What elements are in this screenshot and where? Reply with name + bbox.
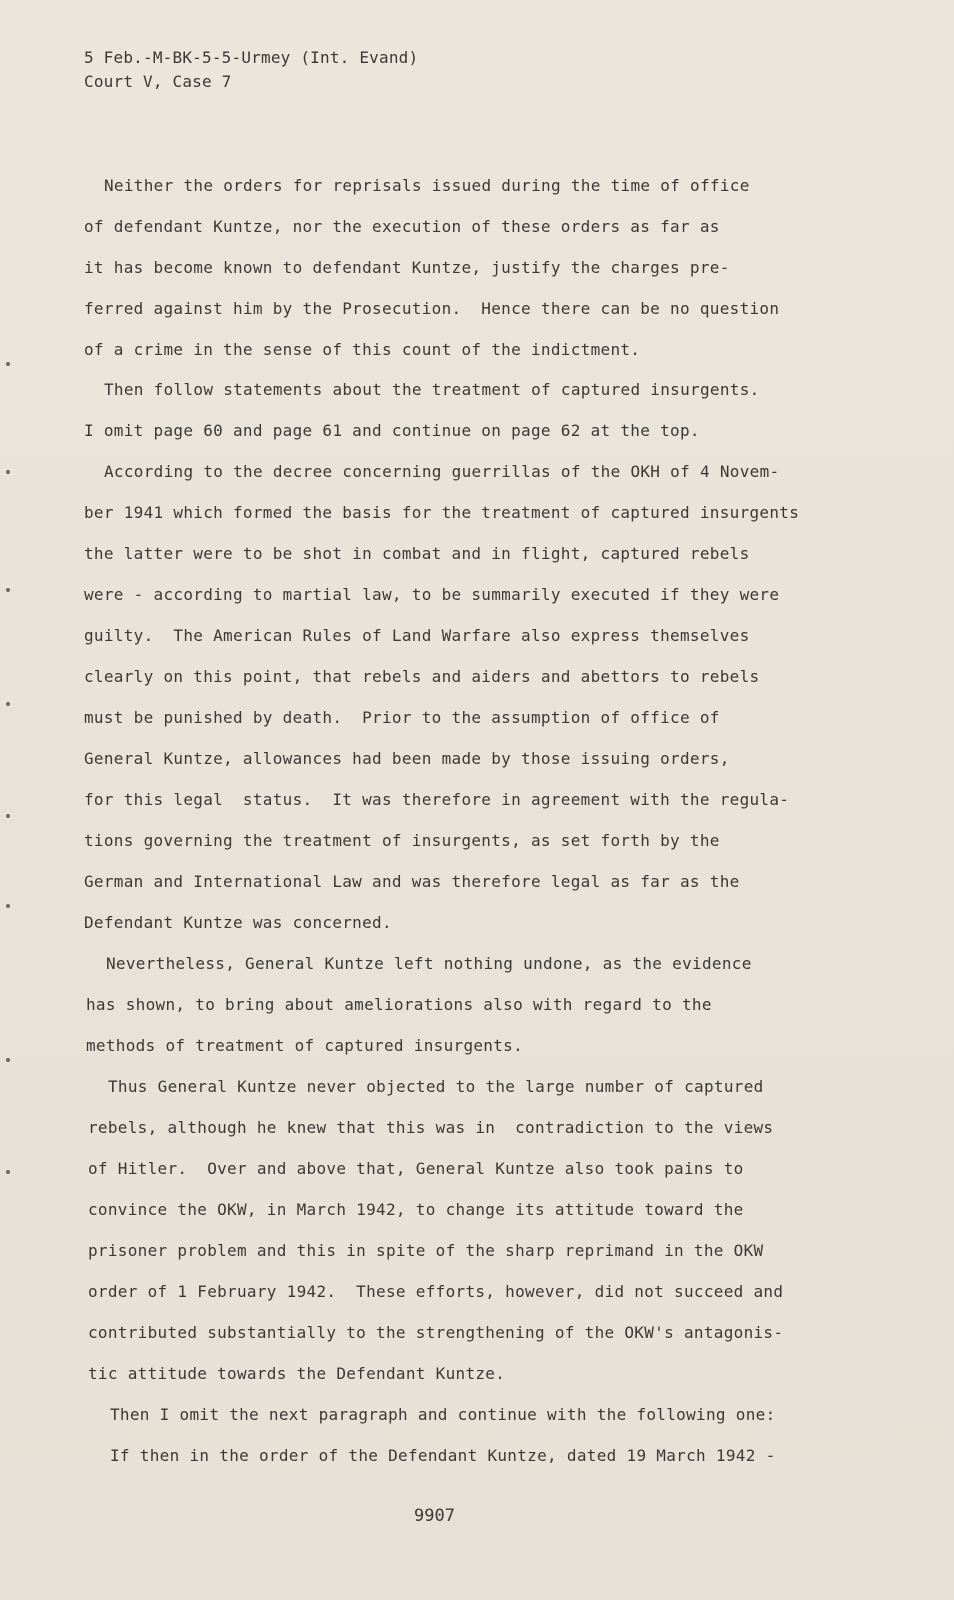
text-line: Neither the orders for reprisals issued during the time of office (104, 176, 750, 195)
page-number: 9907 (414, 1506, 455, 1526)
text-line: order of 1 February 1942. These efforts, however, did not succeed and (88, 1282, 784, 1301)
margin-mark (6, 362, 10, 366)
text-line: prisoner problem and this in spite of the sharp reprimand in the OKW (88, 1241, 764, 1260)
text-line: Defendant Kuntze was concerned. (84, 913, 392, 932)
text-line: of defendant Kuntze, nor the execution of these orders as far as (84, 217, 720, 236)
margin-mark (6, 1170, 10, 1174)
text-line: for this legal status. It was therefore in agreement with the regula- (84, 790, 790, 809)
text-line: Nevertheless, General Kuntze left nothing undone, as the evidence (106, 954, 752, 973)
margin-mark (6, 814, 10, 818)
header-line-2: Court V, Case 7 (84, 72, 232, 91)
margin-mark (6, 1058, 10, 1062)
text-line: methods of treatment of captured insurgents. (86, 1036, 524, 1055)
text-line: German and International Law and was therefore legal as far as the (84, 872, 740, 891)
margin-mark (6, 588, 10, 592)
text-line: ferred against him by the Prosecution. Hence there can be no question (84, 299, 780, 318)
text-line: the latter were to be shot in combat and in flight, captured rebels (84, 544, 750, 563)
text-line: guilty. The American Rules of Land Warfare also express themselves (84, 626, 750, 645)
document-header (84, 46, 418, 94)
header-line-1: 5 Feb.-M-BK-5-5-Urmey (Int. Evand) (84, 48, 419, 67)
text-line: If then in the order of the Defendant Kuntze, dated 19 March 1942 - (110, 1446, 776, 1465)
text-line: Then I omit the next paragraph and continue with the following one: (110, 1405, 776, 1424)
text-line: were - according to martial law, to be summarily executed if they were (84, 585, 780, 604)
text-line: tic attitude towards the Defendant Kuntze. (88, 1364, 506, 1383)
text-line: I omit page 60 and page 61 and continue on page 62 at the top. (84, 421, 700, 440)
text-line: tions governing the treatment of insurgents, as set forth by the (84, 831, 720, 850)
text-line: it has become known to defendant Kuntze, justify the charges pre- (84, 258, 730, 277)
text-line: of a crime in the sense of this count of the indictment. (84, 340, 641, 359)
text-line: Thus General Kuntze never objected to the large number of captured (108, 1077, 764, 1096)
text-line: ber 1941 which formed the basis for the treatment of captured insurgents (84, 503, 800, 522)
text-line: General Kuntze, allowances had been made by those issuing orders, (84, 749, 730, 768)
text-line: clearly on this point, that rebels and aiders and abettors to rebels (84, 667, 760, 686)
margin-mark (6, 702, 10, 706)
text-line: must be punished by death. Prior to the assumption of office of (84, 708, 720, 727)
margin-mark (6, 470, 10, 474)
text-line: of Hitler. Over and above that, General Kuntze also took pains to (88, 1159, 744, 1178)
margin-mark (6, 904, 10, 908)
text-line: convince the OKW, in March 1942, to change its attitude toward the (88, 1200, 744, 1219)
text-line: Then follow statements about the treatment of captured insurgents. (104, 380, 760, 399)
text-line: contributed substantially to the strengthening of the OKW's antagonis- (88, 1323, 784, 1342)
text-line: rebels, although he knew that this was in contradiction to the views (88, 1118, 774, 1137)
text-line: has shown, to bring about ameliorations also with regard to the (86, 995, 712, 1014)
text-line: According to the decree concerning guerrillas of the OKH of 4 Novem- (104, 462, 780, 481)
